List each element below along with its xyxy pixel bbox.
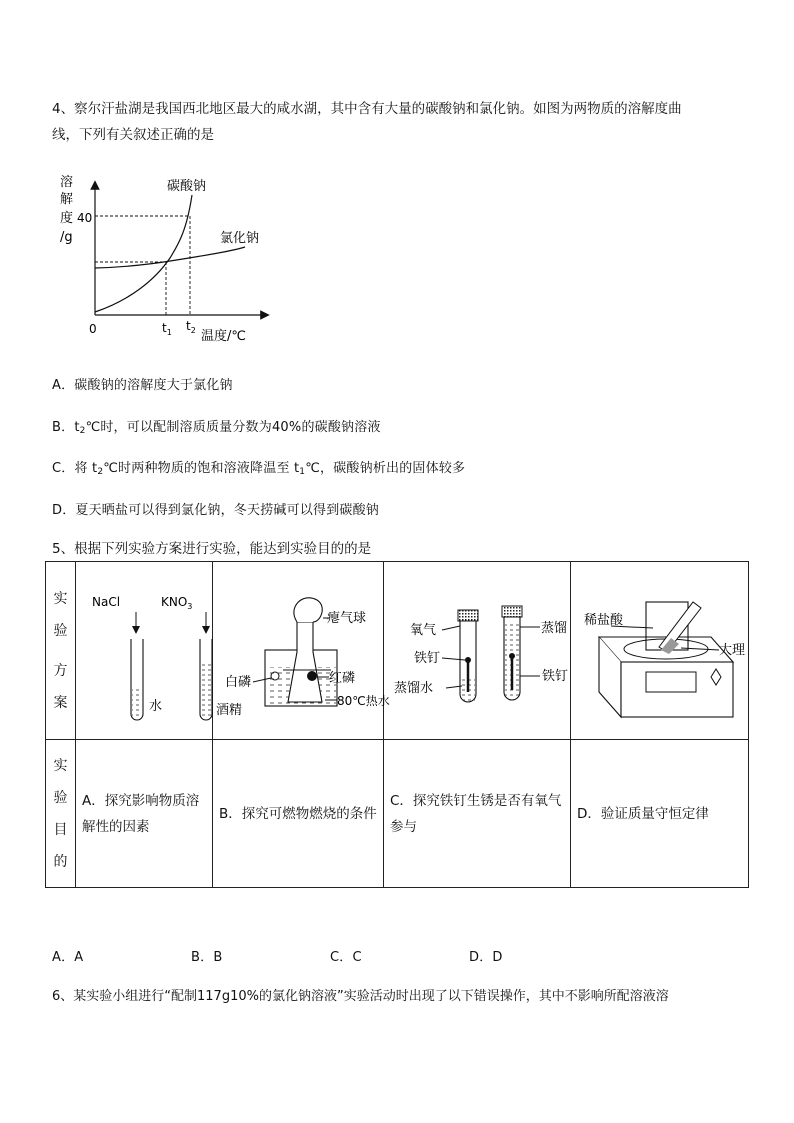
- water-label: 水: [149, 699, 163, 714]
- x-axis-label: 温度/℃: [201, 329, 246, 344]
- scheme-c-cell: [384, 562, 571, 740]
- q4-option-b[interactable]: B．$t_2℃$时，可以配制溶质质量分数为40%的碳酸钠溶液: [52, 420, 381, 436]
- scheme-b-cell: [213, 562, 390, 740]
- aim-c: C．探究铁钉生锈是否有氧气参与: [384, 740, 571, 888]
- aim-b: B．探究可燃物燃烧的条件: [213, 740, 384, 888]
- q4-stem-line1: 4、察尔汗盐湖是我国西北地区最大的咸水湖，其中含有大量的碳酸钠和氯化钠。如图为两物质的溶解度曲: [52, 101, 682, 117]
- ylabel-1: 溶: [60, 175, 74, 190]
- white-phosphorus-label: 白磷: [225, 675, 252, 690]
- q5-answer-options: [52, 946, 608, 965]
- t2-label: $t_2$: [186, 319, 196, 335]
- row-header-scheme: 实 验 方 案: [46, 562, 76, 740]
- red-phosphorus-label: 红磷: [329, 671, 356, 686]
- q4-option-a[interactable]: A．碳酸钠的溶解度大于氯化钠: [52, 378, 233, 393]
- q5-answer-a[interactable]: A．A: [52, 950, 84, 965]
- q5-answer-b[interactable]: B．B: [191, 950, 223, 965]
- hot-water-label: 80℃热水: [337, 694, 390, 708]
- ylabel-3: 度: [60, 211, 74, 226]
- scheme-d-cell: [571, 562, 749, 740]
- aim-a: A．探究影响物质溶解性的因素: [76, 740, 213, 888]
- flask: [288, 622, 322, 702]
- acid-label: 稀盐酸: [584, 613, 624, 628]
- t1-label: $t_1$: [162, 321, 172, 337]
- q6-stem: 6、某实验小组进行“配制117g10%的氯化钠溶液”实验活动时出现了以下错误操作，其中不影响所配溶液溶: [52, 989, 669, 1004]
- scheme-d-diagram: [571, 562, 749, 735]
- curve-label-sodium-carbonate: 碳酸钠: [167, 179, 207, 194]
- curve-sodium-carbonate: [95, 195, 192, 312]
- distilled-water-label-1: 蒸馏水: [394, 681, 434, 696]
- aim-d: D．验证质量守恒定律: [571, 740, 749, 888]
- q4-stem-line2: 线，下列有关叙述正确的是: [52, 127, 214, 143]
- marble-label: 大理: [719, 643, 746, 658]
- row-header-aim: 实 验 目 的: [46, 740, 76, 888]
- scheme-c-diagram: [384, 562, 571, 735]
- balloon-label: 瘪气球: [327, 611, 367, 626]
- oxygen-label: 氧气: [410, 623, 437, 638]
- solubility-graph: [55, 170, 295, 350]
- q4-option-d[interactable]: D．夏天晒盐可以得到氯化钠，冬天捞碱可以得到碳酸钠: [52, 503, 380, 518]
- nacl-label: NaCl: [92, 595, 121, 609]
- alcohol-label: 酒精: [216, 703, 243, 718]
- ylabel-2: 解: [60, 192, 74, 207]
- curve-label-sodium-chloride: 氯化钠: [220, 231, 260, 246]
- experiment-table: [45, 561, 749, 888]
- origin-label: 0: [89, 322, 97, 336]
- balloon: [294, 598, 322, 622]
- q5-answer-c[interactable]: C．C: [330, 950, 362, 965]
- q5-stem: 5、根据下列实验方案进行实验，能达到实验目的的是: [52, 541, 372, 557]
- scheme-b-diagram: [213, 562, 390, 735]
- nail-label-1: 铁钉: [414, 651, 441, 666]
- q4-option-c[interactable]: C．将 $t_2℃$时两种物质的饱和溶液降温至 $t_1℃$，碳酸钠析出的固体较多: [52, 461, 466, 477]
- distilled-water-label-2: 蒸馏: [541, 621, 568, 636]
- q5-answer-d[interactable]: D．D: [469, 950, 503, 965]
- ylabel-4: /g: [60, 230, 73, 245]
- y-tick-40: 40: [77, 211, 93, 225]
- nail-label-2: 铁钉: [542, 669, 569, 684]
- kno3-label: $KNO_3$: [161, 595, 193, 611]
